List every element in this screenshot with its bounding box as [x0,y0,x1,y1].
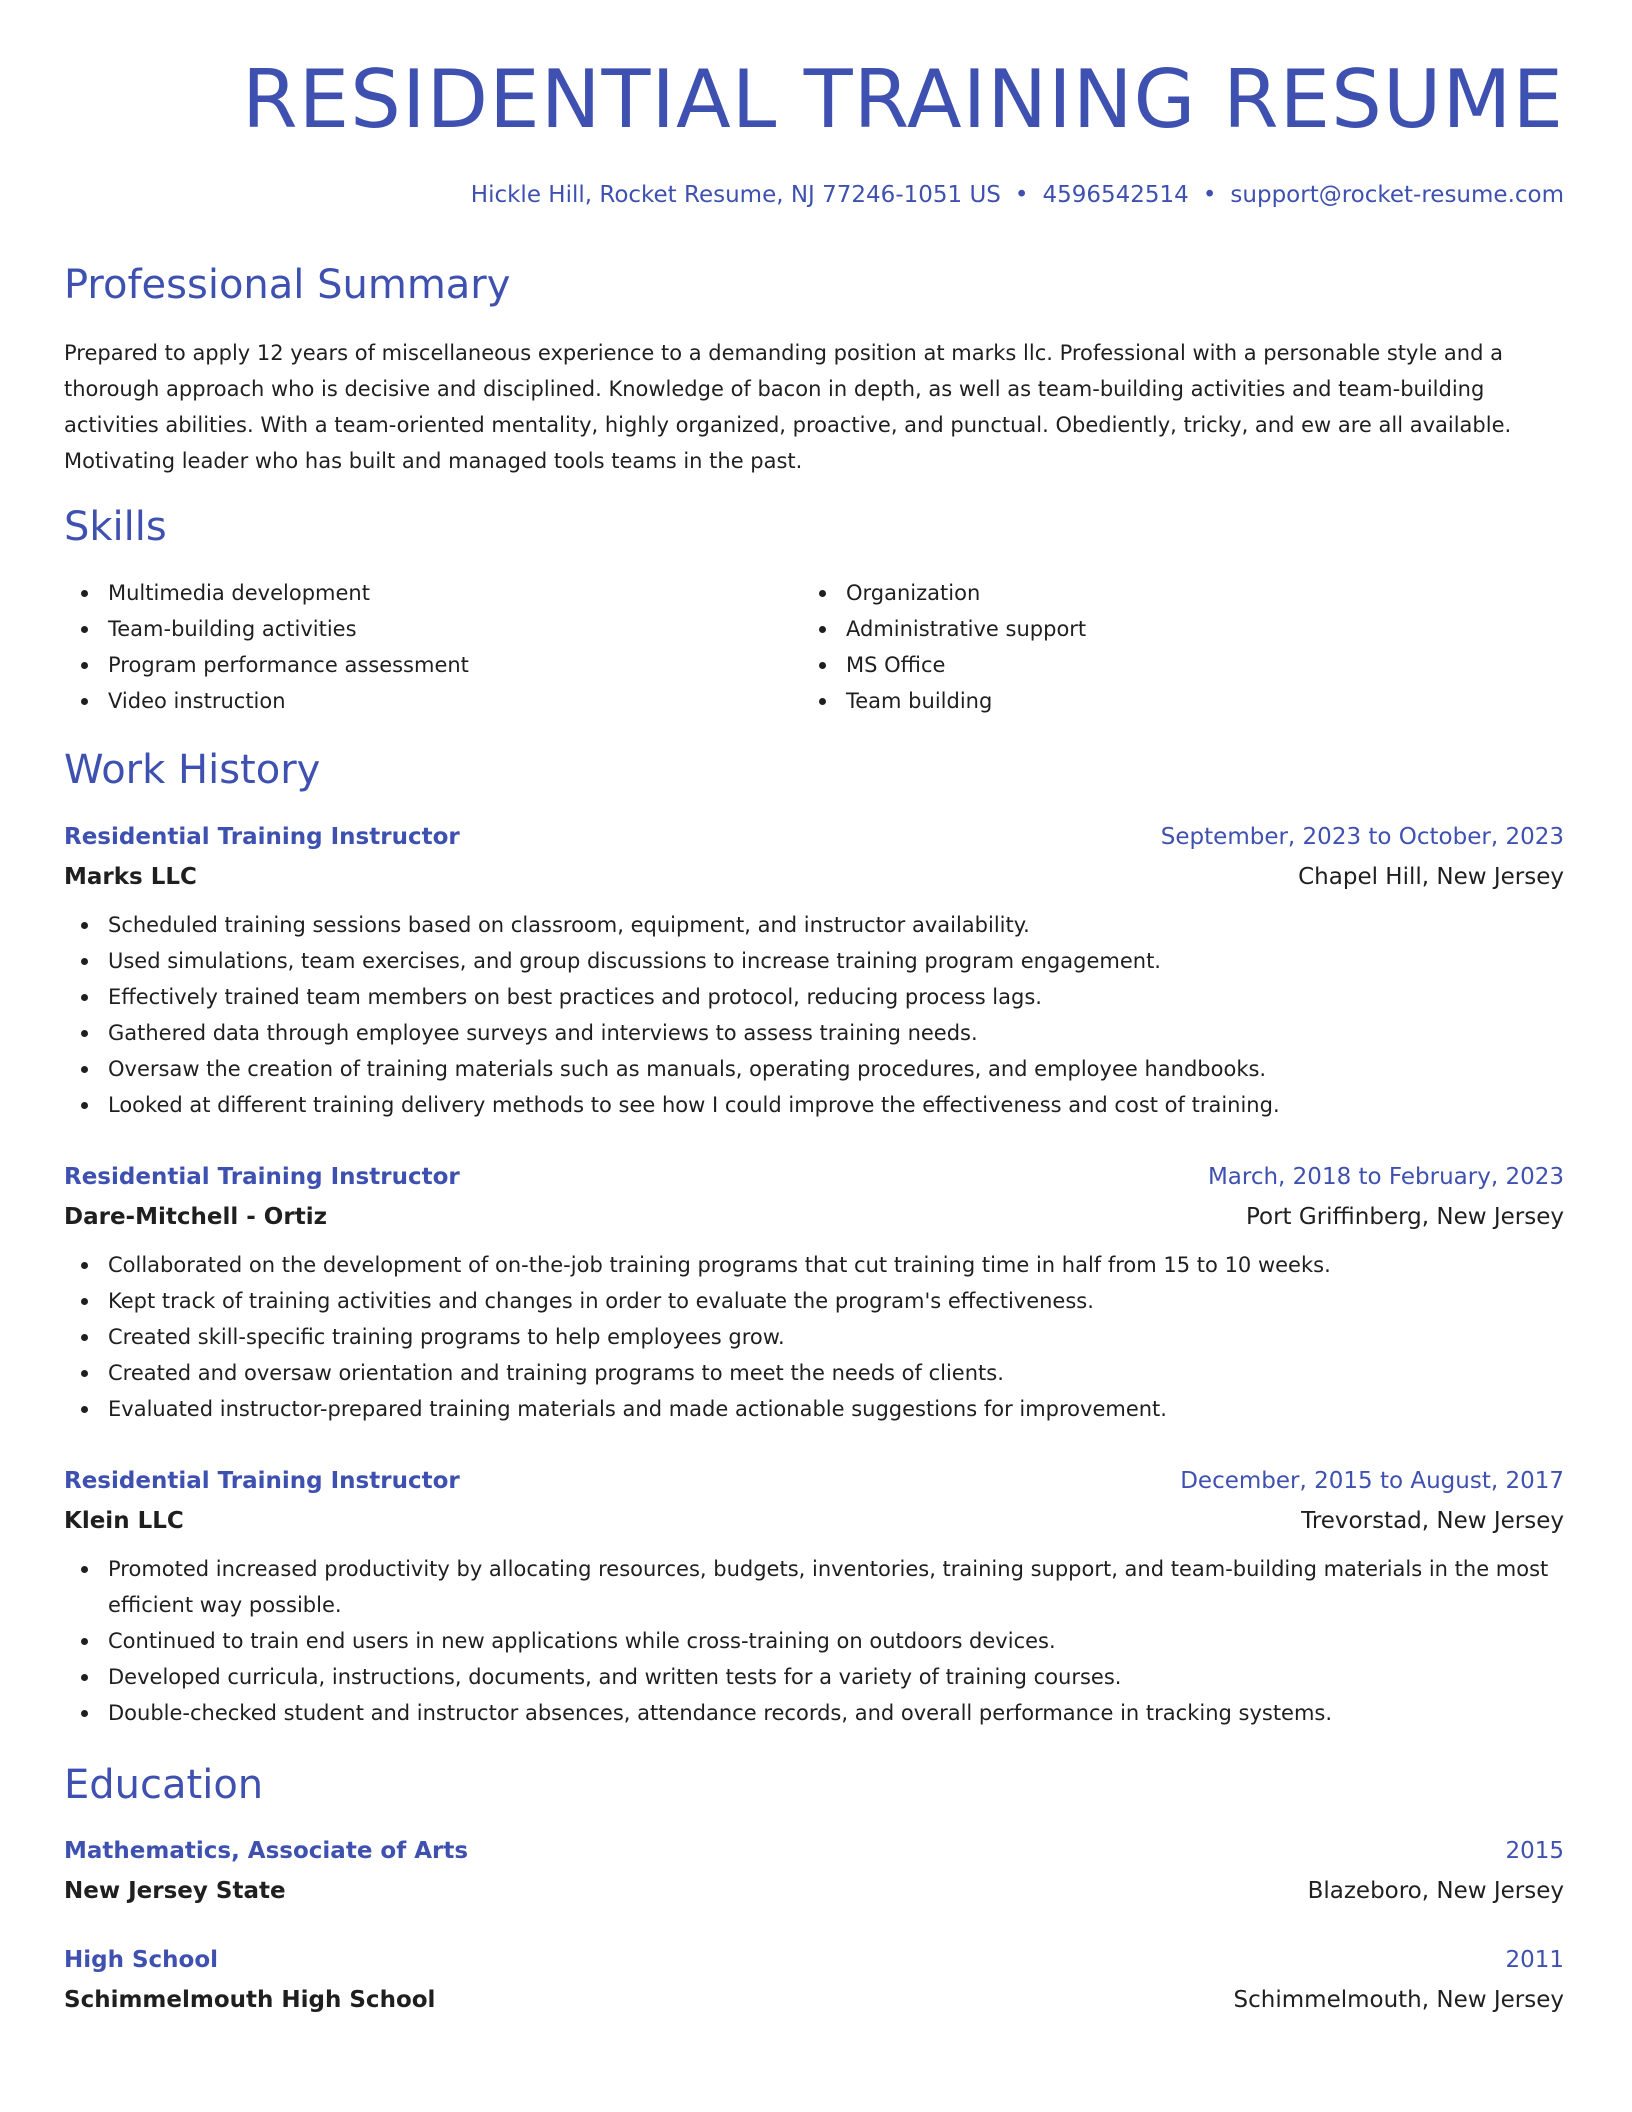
skill-item: Team building [802,683,1502,719]
resume-title: RESIDENTIAL TRAINING RESUME [242,53,1564,146]
job-bullet: Effectively trained team members on best practices and protocol, reducing process lags. [64,979,1564,1015]
education-entry [64,1831,1564,1911]
summary-heading: Professional Summary [64,262,511,308]
job-bullet: Oversaw the creation of training materials such as manuals, operating procedures, and employee handbooks. [64,1051,1564,1087]
skills-list-right [802,575,1502,719]
job-title: Residential Training Instructor [64,824,460,850]
education-location: Schimmelmouth, New Jersey [1233,1987,1564,2013]
job-bullet: Used simulations, team exercises, and group discussions to increase training program engagement. [64,943,1564,979]
job-bullet: Scheduled training sessions based on classroom, equipment, and instructor availability. [64,907,1564,943]
job-bullet: Collaborated on the development of on-the-job training programs that cut training time in half from 15 to 10 weeks. [64,1247,1564,1283]
contact-separator: • [1202,182,1217,208]
contact-email: support@rocket-resume.com [1230,182,1564,208]
summary-text: Prepared to apply 12 years of miscellaneous experience to a demanding position at marks llc. Professional with a personable style and a thorough approach who is decisive and disciplined. Knowledge of bacon in depth, as well as team-building activities and team-building activities abilities. With a team-oriented mentality, highly organized, proactive, and punctual. Obediently, tricky, and ew are all available. Motivating leader who has built and managed tools teams in the past. [64,341,1512,473]
job-bullet: Created and oversaw orientation and training programs to meet the needs of clients. [64,1355,1564,1391]
skills-list-left [64,575,764,719]
education-location: Blazeboro, New Jersey [1307,1878,1564,1904]
job-bullet: Looked at different training delivery methods to see how I could improve the effectiveness and cost of training. [64,1087,1564,1123]
job-bullet: Developed curricula, instructions, documents, and written tests for a variety of training courses. [64,1659,1564,1695]
education-year: 2011 [1505,1947,1564,1973]
job-company: Marks LLC [64,864,197,890]
education-degree: Mathematics, Associate of Arts [64,1838,469,1864]
skill-item: Video instruction [64,683,764,719]
contact-phone: 4596542514 [1042,182,1189,208]
work-history-heading: Work History [64,747,321,793]
job-entry [64,817,1564,1123]
job-title: Residential Training Instructor [64,1468,460,1494]
job-bullet: Created skill-specific training programs to help employees grow. [64,1319,1564,1355]
job-entry [64,1157,1564,1427]
job-location: Chapel Hill, New Jersey [1298,864,1564,890]
job-bullet: Evaluated instructor-prepared training materials and made actionable suggestions for improvement. [64,1391,1564,1427]
job-company: Klein LLC [64,1508,184,1534]
job-bullets [64,1247,1564,1427]
skill-item: Program performance assessment [64,647,764,683]
job-bullets [64,907,1564,1123]
education-entry [64,1940,1564,2020]
education-school: Schimmelmouth High School [64,1987,436,2013]
skill-item: Team-building activities [64,611,764,647]
skills-heading: Skills [64,504,167,550]
job-title: Residential Training Instructor [64,1164,460,1190]
job-company: Dare-Mitchell - Ortiz [64,1204,327,1230]
job-location: Trevorstad, New Jersey [1301,1508,1564,1534]
skill-item: Multimedia development [64,575,764,611]
job-bullet: Double-checked student and instructor absences, attendance records, and overall performance in tracking systems. [64,1695,1564,1731]
job-bullet: Kept track of training activities and changes in order to evaluate the program's effectiveness. [64,1283,1564,1319]
job-dates: September, 2023 to October, 2023 [1160,824,1564,850]
education-degree: High School [64,1947,219,1973]
job-dates: December, 2015 to August, 2017 [1180,1468,1564,1494]
job-location: Port Griffinberg, New Jersey [1245,1204,1564,1230]
contact-separator: • [1014,182,1029,208]
education-year: 2015 [1505,1838,1564,1864]
education-school: New Jersey State [64,1878,286,1904]
job-bullet: Promoted increased productivity by allocating resources, budgets, inventories, training support, and team-building materials in the most efficient way possible. [64,1551,1564,1623]
job-bullet: Continued to train end users in new applications while cross-training on outdoors devices. [64,1623,1564,1659]
skill-item: MS Office [802,647,1502,683]
job-entry [64,1461,1564,1731]
skill-item: Administrative support [802,611,1502,647]
education-heading: Education [64,1762,264,1808]
job-dates: March, 2018 to February, 2023 [1207,1164,1564,1190]
job-bullets [64,1551,1564,1731]
job-bullet: Gathered data through employee surveys and interviews to assess training needs. [64,1015,1564,1051]
contact-address: Hickle Hill, Rocket Resume, NJ 77246-1051 US [470,182,1001,208]
contact-line [471,180,1564,210]
skill-item: Organization [802,575,1502,611]
